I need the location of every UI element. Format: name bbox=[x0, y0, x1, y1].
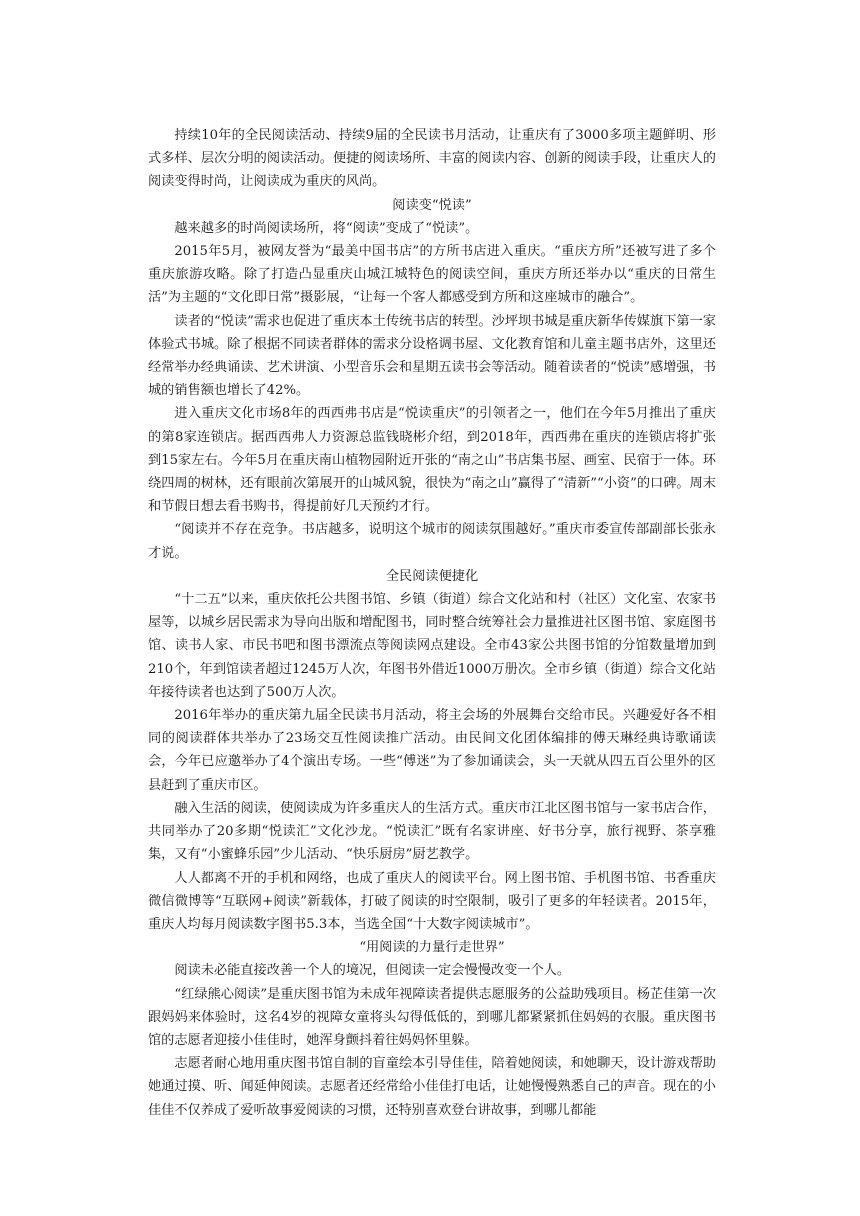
section-heading-2: 全民阅读便捷化 bbox=[385, 568, 479, 584]
paragraph: “十二五”以来，重庆依托公共图书馆、乡镇（街道）综合文化站和村（社区）文化室、农家书屋等，以城乡居民需求为导向出版和增配图书，同时整合统筹社会力量推进社区图书馆、家庭图书馆、读书人家、市民书吧和图书漂流点等阅读网点建设。全市43家公共图书馆的分馆数量增加到210个，年到馆读者超过1245万人次，年图书外借近1000万册次。全市乡镇（街道）综合文化站年接待读者也达到了500万人次。 bbox=[148, 592, 716, 700]
paragraph: 人人都离不开的手机和网络，也成了重庆人的阅读平台。网上图书馆、手机图书馆、书香重庆微信微博等“互联网+阅读”新载体，打破了阅读的时空限制，吸引了更多的年轻读者。2015年，重庆人均每月阅读数字图书5.3本，当选全国“十大数字阅读城市”。 bbox=[148, 870, 716, 932]
paragraph: 2015年5月，被网友誉为“最美中国书店”的方所书店进入重庆。“重庆方所”还被写进了多个重庆旅游攻略。除了打造凸显重庆山城江城特色的阅读空间，重庆方所还举办以“重庆的日常生活”为主题的“文化即日常”摄影展，“让每一个客人都感受到方所和这座城市的融合”。 bbox=[148, 244, 716, 306]
paragraph: “阅读并不存在竞争。书店越多，说明这个城市的阅读氛围越好。”重庆市委宣传部副部长张永才说。 bbox=[148, 522, 716, 561]
paragraph: 进入重庆文化市场8年的西西弗书店是“悦读重庆”的引领者之一，他们在今年5月推出了重庆的第8家连锁店。据西西弗人力资源总监钱晓彬介绍，到2018年，西西弗在重庆的连锁店将扩张到15家左右。今年5月在重庆南山植物园附近开张的“南之山”书店集书屋、画室、民宿于一体。环绕四周的树林，还有眼前次第展开的山城风貌，很快为“南之山”赢得了“清新”“小资”的口碑。周末和节假日想去看书购书，得提前好几天预约才行。 bbox=[148, 406, 716, 515]
paragraph: 融入生活的阅读，使阅读成为许多重庆人的生活方式。重庆市江北区图书馆与一家书店合作，共同举办了20多期“悦读汇”文化沙龙。“悦读汇”既有名家讲座、好书分享，旅行视野、茶享雅集，又有“小蜜蜂乐园”少儿活动、“快乐厨房”厨艺教学。 bbox=[148, 800, 716, 863]
intro-paragraph: 持续10年的全民阅读活动、持续9届的全民读书月活动，让重庆有了3000多项主题鲜明、形式多样、层次分明的阅读活动。便捷的阅读场所、丰富的阅读内容、创新的阅读手段，让重庆人的阅读变得时尚，让阅读成为重庆的风尚。 bbox=[148, 128, 716, 190]
article-body bbox=[148, 124, 716, 1122]
paragraph: “红绿熊心阅读”是重庆图书馆为未成年视障读者提供志愿服务的公益助残项目。杨芷佳第一次跟妈妈来体验时，这名4岁的视障女童将头勾得低低的，到哪儿都紧紧抓住妈妈的衣服。重庆图书馆的志愿者迎接小佳佳时，她浑身颤抖着往妈妈怀里躲。 bbox=[148, 986, 716, 1048]
paragraph: 阅读未必能直接改善一个人的境况，但阅读一定会慢慢改变一个人。 bbox=[174, 963, 571, 979]
paragraph: 志愿者耐心地用重庆图书馆自制的盲童绘本引导佳佳，陪着她阅读，和她聊天，设计游戏帮助她通过摸、听、闻延伸阅读。志愿者还经常给小佳佳打电话，让她慢慢熟悉自己的声音。现在的小佳佳不仅养成了爱听故事爱阅读的习惯，还特别喜欢登台讲故事，到哪儿都能 bbox=[148, 1056, 716, 1118]
section-heading-1: 阅读变“悦读” bbox=[392, 197, 472, 213]
section-heading-3: “用阅读的力量行走世界” bbox=[359, 940, 505, 956]
paragraph: 越来越多的时尚阅读场所，将“阅读”变成了“悦读”。 bbox=[174, 220, 479, 236]
paragraph: 2016年举办的重庆第九届全民读书月活动，将主会场的外展舞台交给市民。兴趣爱好各不相同的阅读群体共举办了23场交互性阅读推广活动。由民间文化团体编排的傅天琳经典诗歌诵读会，今年已应邀举办了4个演出专场。一些“傅迷”为了参加诵读会，头一天就从四五百公里外的区县赶到了重庆市区。 bbox=[148, 708, 716, 793]
paragraph: 读者的“悦读”需求也促进了重庆本土传统书店的转型。沙坪坝书城是重庆新华传媒旗下第一家体验式书城。除了根据不同读者群体的需求分设格调书屋、文化教育馆和儿童主题书店外，这里还经常举办经典诵读、艺术讲演、小型音乐会和星期五读书会等活动。随着读者的“悦读”感增强，书城的销售额也增长了42%。 bbox=[148, 313, 716, 399]
